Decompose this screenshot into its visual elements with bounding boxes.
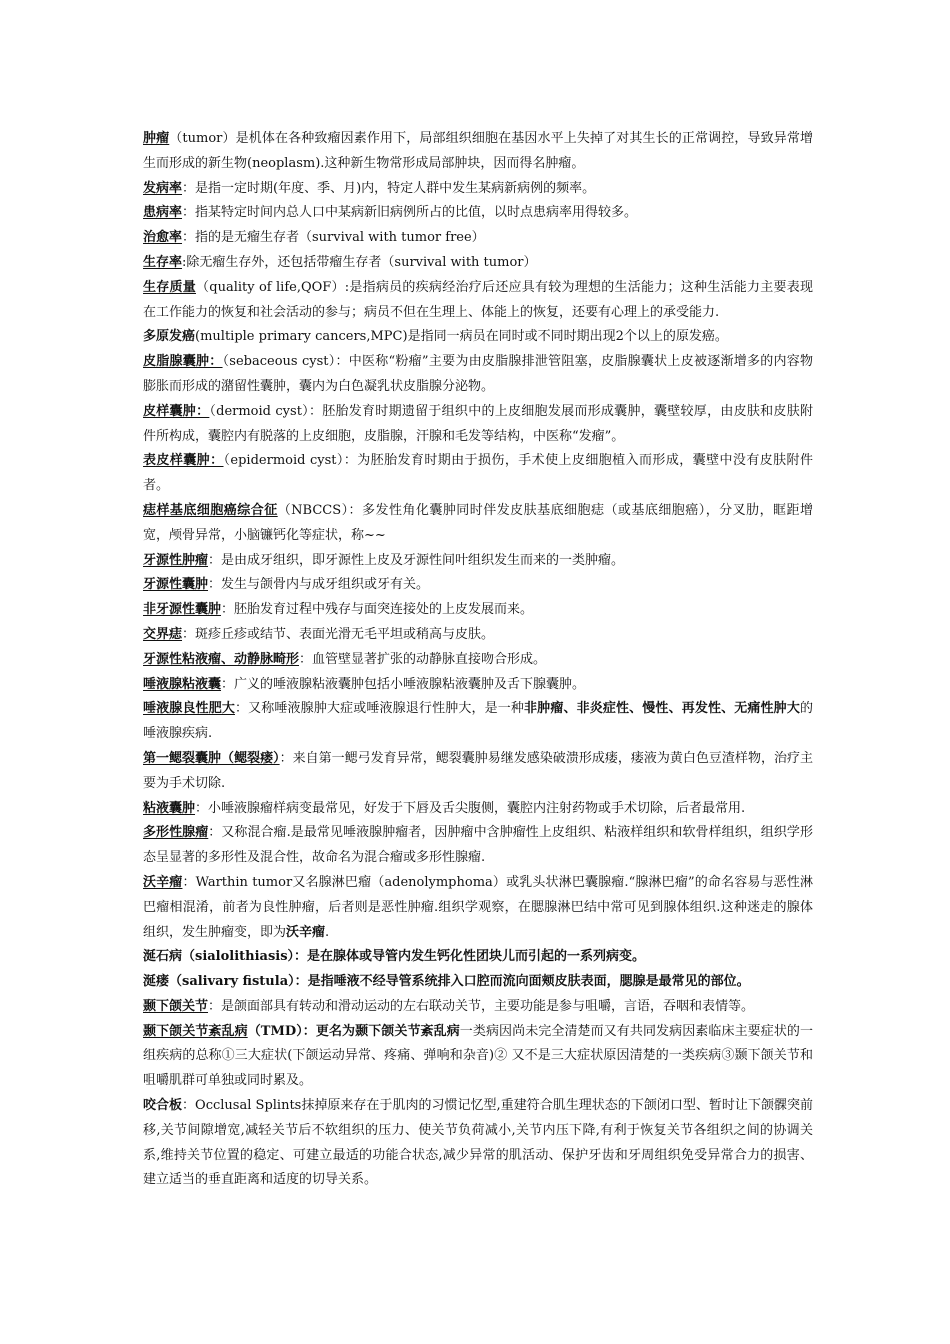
term: 多原发癌 xyxy=(143,329,196,345)
definition: ：是由成牙组织，即牙源性上皮及牙源性间叶组织发生而来的一类肿瘤。 xyxy=(208,552,625,568)
term: 唾液腺粘液囊 xyxy=(143,676,222,692)
entry-salivary-mucocele xyxy=(143,673,813,698)
term: 粘液囊肿 xyxy=(143,800,196,816)
definition: ：Warthin tumor又名腺淋巴瘤（adenolymphoma）或乳头状淋巴囊腺瘤.“腺淋巴瘤”的命名容易与恶性淋巴瘤相混淆，前者为良性肿瘤，后者则是恶性肿瘤.组织学观察，在腮腺淋巴结中常可见到腺体组织.这种迷走的腺体组织，发生肿瘤变，即为 xyxy=(143,874,813,940)
definition: ：是颌面部具有转动和滑动运动的左右联动关节，主要功能是参与咀嚼，言语，吞咽和表情等。 xyxy=(208,998,755,1014)
term: 表皮样囊肿： xyxy=(143,453,224,469)
term: 生存质量 xyxy=(143,279,197,295)
definition-emphasis: 沃辛瘤 xyxy=(286,924,326,940)
entry-occlusal-splint xyxy=(143,1094,813,1193)
entry-cure-rate xyxy=(143,226,813,251)
definition: . xyxy=(325,924,330,940)
definition: ：又称唾液腺肿大症或唾液腺退行性肿大，是一种 xyxy=(234,701,525,717)
entry-first-branchial-cleft-cyst xyxy=(143,747,813,797)
definition: ：斑疹丘疹或结节、表面光滑无毛平坦或稍高与皮肤。 xyxy=(182,626,495,642)
term: 颞下颌关节紊乱病 xyxy=(143,1023,248,1039)
definition: （epidermoid cyst）：为胚胎发育时期由于损伤，手术使上皮细胞植入而形成，囊壁中没有皮肤附件者。 xyxy=(143,453,813,494)
term: 皮样囊肿： xyxy=(143,403,210,419)
entry-sialadenosis xyxy=(143,697,813,747)
definition: 一类病因尚未完全清楚而又有共同发病因素临床主要症状的一组疾病的总称①三大症状(下颌运动异常、疼痛、弹响和杂音)② 又不是三大症状原因清楚的一类疾病③颞下颌关节和咀嚼肌群可单独或同时累及。 xyxy=(143,1023,813,1089)
definition: （NBCCS）：多发性角化囊肿同时伴发皮肤基底细胞痣（或基底细胞癌），分叉肋，眶距增宽，颅骨异常，小脑镰钙化等症状，称~~ xyxy=(143,502,813,543)
entry-tumor xyxy=(143,127,813,177)
entry-sialolithiasis xyxy=(143,945,813,970)
entry-quality-of-life xyxy=(143,276,813,326)
term: 牙源性粘液瘤、动静脉畸形 xyxy=(143,651,300,667)
definition: ：小唾液腺瘤样病变最常见，好发于下唇及舌尖腹侧，囊腔内注射药物或手术切除，后者最常用. xyxy=(195,800,746,816)
entry-nbccs xyxy=(143,499,813,549)
term: 治愈率 xyxy=(143,230,183,246)
term: 非牙源性囊肿 xyxy=(143,602,222,618)
definition: ：发生与颌骨内与成牙组织或牙有关。 xyxy=(208,577,430,593)
entry-junctional-nevus xyxy=(143,623,813,648)
entry-prevalence xyxy=(143,201,813,226)
entry-tmj xyxy=(143,995,813,1020)
entry-tmd xyxy=(143,1020,813,1094)
entry-multiple-primary-cancers xyxy=(143,325,813,350)
definition: （quality of life,QOF）:是指病员的疾病经治疗后还应具有较为理想的生活能力；这种生活能力主要表现在工作能力的恢复和社会活动的参与；病员不但在生理上、体能上的恢复，还要有心理上的承受能力. xyxy=(143,279,813,320)
definition: (multiple primary cancers,MPC)是指同一病员在同时或不同时期出现2个以上的原发癌。 xyxy=(195,329,728,345)
definition: 的唾液腺疾病. xyxy=(143,701,813,742)
definition: ：广义的唾液腺粘液囊肿包括小唾液腺粘液囊肿及舌下腺囊肿。 xyxy=(221,676,586,692)
entry-survival-rate xyxy=(143,251,813,276)
entry-mucocele xyxy=(143,797,813,822)
definition-emphasis: （TMD）：更名为颞下颌关节紊乱病 xyxy=(247,1023,460,1039)
definition: （dermoid cyst）：胚胎发育时期遗留于组织中的上皮细胞发展而形成囊肿，囊壁较厚，由皮肤和皮肤附件所构成，囊腔内有脱落的上皮细胞，皮脂腺，汗腺和毛发等结构，中医称“发瘤”。 xyxy=(143,403,813,444)
term: 咬合板 xyxy=(143,1098,183,1114)
entry-sebaceous-cyst xyxy=(143,350,813,400)
definition: ：胚胎发育过程中残存与面突连接处的上皮发展而来。 xyxy=(221,602,534,618)
document-body xyxy=(143,127,813,1193)
term: 涎石病（sialolithiasis）：是在腺体或导管内发生钙化性团块儿而引起的一系列病变。 xyxy=(143,949,646,965)
term: 涎瘘（salivary fistula）：是指唾液不经导管系统排入口腔而流向面颊皮肤表面，腮腺是最常见的部位。 xyxy=(143,974,750,990)
definition: ：来自第一鳃弓发育异常，鳃裂囊肿易继发感染破溃形成瘘，瘘液为黄白色豆渣样物，治疗主要为手术切除. xyxy=(143,750,813,791)
term: 牙源性囊肿 xyxy=(143,577,209,593)
entry-epidermoid-cyst xyxy=(143,449,813,499)
definition: （tumor）是机体在各种致瘤因素作用下，局部组织细胞在基因水平上失掉了对其生长的正常调控，导致异常增生而形成的新生物(neoplasm).这种新生物常形成局部肿块，因而得名肿瘤。 xyxy=(143,131,813,171)
term: 交界痣 xyxy=(143,626,183,642)
entry-odontogenic-cyst xyxy=(143,573,813,598)
term: 唾液腺良性肥大 xyxy=(143,701,235,717)
term: 多形性腺瘤 xyxy=(143,825,209,841)
term: 痣样基底细胞癌综合征 xyxy=(143,502,278,518)
entry-non-odontogenic-cyst xyxy=(143,598,813,623)
entry-warthin-tumor xyxy=(143,871,813,945)
term: 颞下颌关节 xyxy=(143,998,209,1014)
definition-emphasis: 非肿瘤、非炎症性、慢性、再发性、无痛性肿大 xyxy=(524,701,800,717)
definition: （sebaceous cyst）：中医称“粉瘤”主要为由皮脂腺排泄管阻塞，皮脂腺囊状上皮被逐渐增多的内容物膨胀而形成的潴留性囊肿，囊内为白色凝乳状皮脂腺分泌物。 xyxy=(143,354,813,394)
term: 患病率 xyxy=(143,205,183,221)
definition: ：是指一定时期(年度、季、月)内，特定人群中发生某病新病例的频率。 xyxy=(182,180,596,196)
entry-pleomorphic-adenoma xyxy=(143,821,813,871)
entry-odontogenic-myxoma-avm xyxy=(143,648,813,673)
definition: ：血管壁显著扩张的动静脉直接吻合形成。 xyxy=(299,651,547,667)
entry-dermoid-cyst xyxy=(143,400,813,450)
definition: ：指的是无瘤生存者（survival with tumor free） xyxy=(182,230,485,246)
entry-odontogenic-tumor xyxy=(143,549,813,574)
term: 生存率 xyxy=(143,254,183,270)
definition: ：又称混合瘤.是最常见唾液腺肿瘤者，因肿瘤中含肿瘤性上皮组织、粘液样组织和软骨样组织，组织学形态呈显著的多形性及混合性，故命名为混合瘤或多形性腺瘤. xyxy=(143,825,813,866)
definition: ：指某特定时间内总人口中某病新旧病例所占的比值，以时点患病率用得较多。 xyxy=(182,205,638,221)
entry-incidence xyxy=(143,177,813,202)
term: 皮脂腺囊肿： xyxy=(143,354,223,370)
term: 肿瘤 xyxy=(143,131,170,146)
definition: :除无瘤生存外，还包括带瘤生存者（survival with tumor） xyxy=(182,254,537,270)
term: 沃辛瘤 xyxy=(143,874,183,890)
term: 发病率 xyxy=(143,180,183,196)
term: 第一鳃裂囊肿（鳃裂瘘） xyxy=(143,750,280,766)
entry-salivary-fistula xyxy=(143,970,813,995)
definition: ：Occlusal Splints抹掉原来存在于肌肉的习惯记忆型,重建符合肌生理状态的下颌闭口型、暂时让下颌髁突前移,关节间隙增宽,减轻关节后不软组织的压力、使关节负荷减小,关节内压下降,有利于恢复关节各组织之间的协调关系,维持关节位置的稳定、可建立最适的功能合状态,减少异常的肌活动、保护牙齿和牙周组织免受异常合力的损害、建立适当的垂直距离和适度的切导关系。 xyxy=(143,1098,813,1188)
term: 牙源性肿瘤 xyxy=(143,552,209,568)
